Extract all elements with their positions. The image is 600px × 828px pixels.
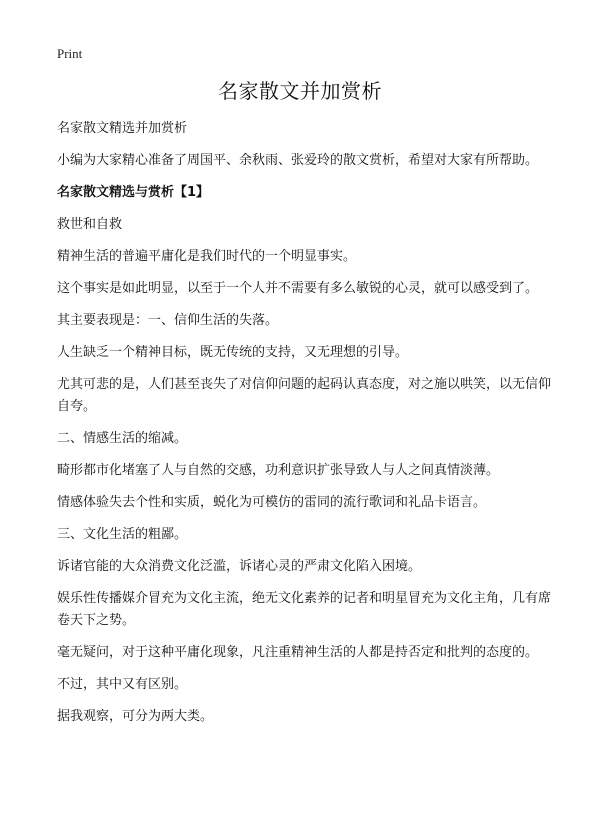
paragraph: 二、情感生活的缩减。 xyxy=(57,431,188,446)
document-title: 名家散文并加赏析 xyxy=(218,79,382,103)
paragraph: 精神生活的普遍平庸化是我们时代的一个明显事实。 xyxy=(57,249,357,264)
paragraph: 娱乐性传播媒介冒充为文化主流，绝无文化素养的记者和明星冒充为文化主角，几有席卷天下之势。 xyxy=(57,591,552,628)
intro-paragraph: 小编为大家精心准备了周国平、余秋雨、张爱玲的散文赏析，希望对大家有所帮助。 xyxy=(57,153,539,168)
document-body xyxy=(57,118,553,738)
paragraph: 据我观察，可分为两大类。 xyxy=(57,709,214,724)
paragraph: 情感体验失去个性和实质，蜕化为可模仿的雷同的流行歌词和礼品卡语言。 xyxy=(57,495,487,510)
paragraph: 三、文化生活的粗鄙。 xyxy=(57,527,188,542)
paragraph: 其主要表现是：一、信仰生活的失落。 xyxy=(57,313,279,328)
paragraph: 这个事实是如此明显，以至于一个人并不需要有多么敏锐的心灵，就可以感受到了。 xyxy=(57,281,539,296)
document-subtitle: 名家散文精选并加赏析 xyxy=(57,121,188,136)
paragraph: 畸形都市化堵塞了人与自然的交感，功利意识扩张导致人与人之间真情淡薄。 xyxy=(57,463,500,478)
paragraph-essay-title: 救世和自救 xyxy=(57,217,123,232)
paragraph: 诉诸官能的大众消费文化泛滥，诉诸心灵的严肃文化陷入困境。 xyxy=(57,559,422,574)
paragraph: 不过，其中又有区别。 xyxy=(57,677,188,692)
print-label: Print xyxy=(57,46,83,61)
section-heading: 名家散文精选与赏析【1】 xyxy=(57,185,210,200)
paragraph: 人生缺乏一个精神目标，既无传统的支持，又无理想的引导。 xyxy=(57,345,409,360)
paragraph: 尤其可悲的是，人们甚至丧失了对信仰问题的起码认真态度，对之施以哄笑，以无信仰自夸。 xyxy=(57,377,552,414)
paragraph: 毫无疑问，对于这种平庸化现象，凡注重精神生活的人都是持否定和批判的态度的。 xyxy=(57,645,539,660)
